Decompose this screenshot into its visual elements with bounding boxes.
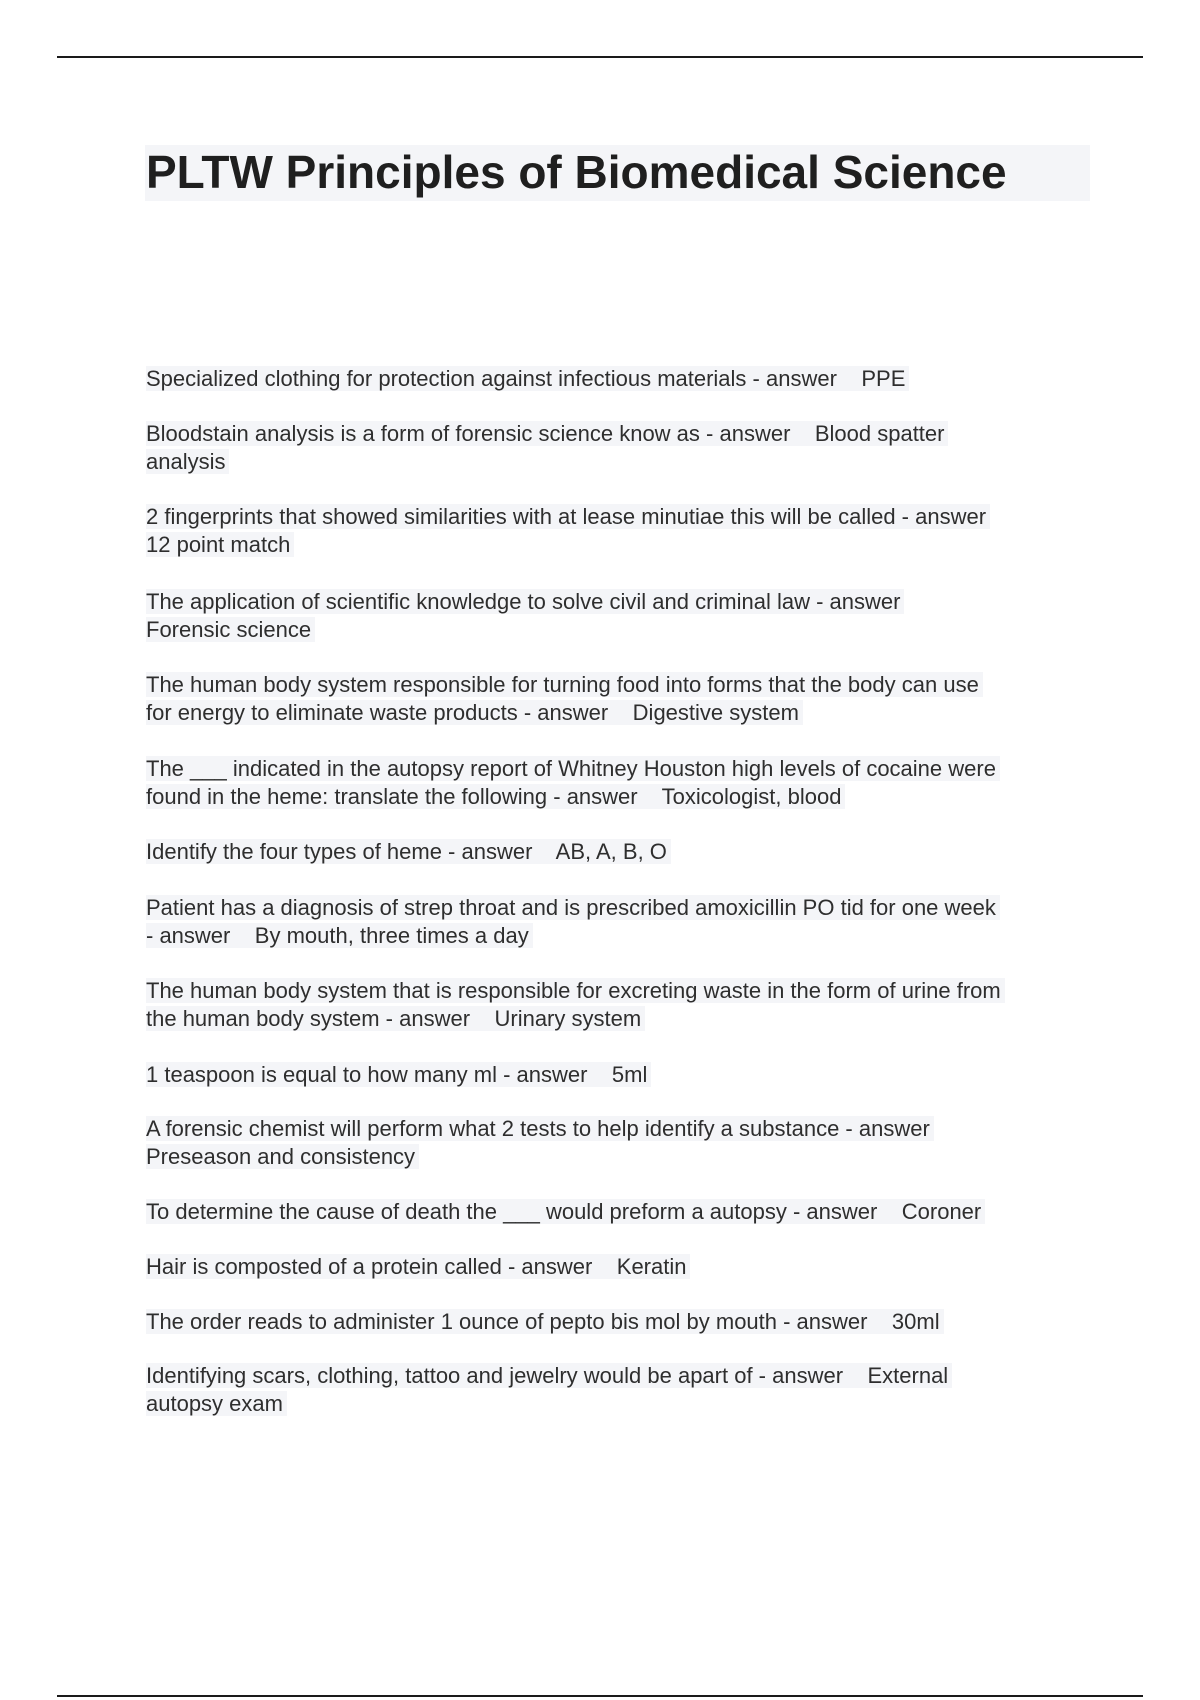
qa-line [146, 894, 1091, 922]
qa-line [146, 1390, 1091, 1418]
qa-line [146, 1198, 1091, 1226]
qa-line [146, 922, 1091, 950]
qa-line [146, 699, 1091, 727]
qa-item [146, 1362, 1091, 1418]
qa-text: The order reads to administer 1 ounce of pepto bis mol by mouth - answer 30ml [146, 1309, 944, 1334]
qa-line [146, 1115, 1091, 1143]
qa-text: for energy to eliminate waste products - answer Digestive system [146, 700, 803, 725]
page-title: PLTW Principles of Biomedical Science [146, 146, 1007, 198]
qa-text: Forensic science [146, 617, 315, 642]
qa-text: - answer By mouth, three times a day [146, 923, 533, 948]
qa-line [146, 420, 1091, 448]
qa-text: The application of scientific knowledge to solve civil and criminal law - answer [146, 589, 904, 614]
qa-item [146, 838, 1091, 866]
qa-item [146, 755, 1091, 811]
qa-line [146, 755, 1091, 783]
qa-line [146, 531, 1091, 559]
qa-text: autopsy exam [146, 1391, 287, 1416]
qa-line [146, 1253, 1091, 1281]
qa-text: Specialized clothing for protection against infectious materials - answer PPE [146, 366, 909, 391]
qa-list [146, 338, 1091, 1418]
qa-text: Bloodstain analysis is a form of forensic science know as - answer Blood spatter [146, 421, 948, 446]
qa-text: Preseason and consistency [146, 1144, 419, 1169]
qa-text: A forensic chemist will perform what 2 tests to help identify a substance - answer [146, 1116, 934, 1141]
qa-line [146, 616, 1091, 644]
qa-item [146, 365, 1091, 393]
qa-text: The human body system that is responsible for excreting waste in the form of urine from [146, 978, 1005, 1003]
qa-text: Identify the four types of heme - answer AB, A, B, O [146, 839, 671, 864]
qa-line [146, 1143, 1091, 1171]
top-rule [57, 56, 1143, 58]
qa-line [146, 1362, 1091, 1390]
qa-item [146, 503, 1091, 559]
qa-text: Hair is composted of a protein called - answer Keratin [146, 1254, 690, 1279]
qa-item [146, 894, 1091, 950]
qa-text: found in the heme: translate the following - answer Toxicologist, blood [146, 784, 845, 809]
qa-text: the human body system - answer Urinary system [146, 1006, 645, 1031]
bottom-rule [57, 1695, 1143, 1697]
qa-line [146, 1308, 1091, 1336]
qa-line [146, 448, 1091, 476]
qa-item [146, 1061, 1091, 1089]
qa-text: The ___ indicated in the autopsy report of Whitney Houston high levels of cocaine were [146, 756, 1000, 781]
qa-item [146, 671, 1091, 727]
qa-line [146, 977, 1091, 1005]
qa-text: 2 fingerprints that showed similarities with at lease minutiae this will be called - answer [146, 504, 990, 529]
qa-line [146, 503, 1091, 531]
qa-item [146, 588, 1091, 644]
qa-text: 12 point match [146, 532, 294, 557]
qa-text: Identifying scars, clothing, tattoo and jewelry would be apart of - answer External [146, 1363, 952, 1388]
qa-line [146, 1061, 1091, 1089]
qa-text: To determine the cause of death the ___ would preform a autopsy - answer Coroner [146, 1199, 985, 1224]
qa-item [146, 1308, 1091, 1336]
qa-text: analysis [146, 449, 229, 474]
qa-line [146, 588, 1091, 616]
qa-item [146, 1115, 1091, 1171]
qa-item [146, 1253, 1091, 1281]
qa-item [146, 977, 1091, 1033]
qa-item [146, 1198, 1091, 1226]
qa-text: 1 teaspoon is equal to how many ml - answer 5ml [146, 1062, 651, 1087]
qa-line [146, 783, 1091, 811]
qa-line [146, 365, 1091, 393]
qa-text: Patient has a diagnosis of strep throat and is prescribed amoxicillin PO tid for one week [146, 895, 1000, 920]
qa-line [146, 671, 1091, 699]
qa-item [146, 420, 1091, 476]
qa-line [146, 838, 1091, 866]
qa-text: The human body system responsible for turning food into forms that the body can use [146, 672, 983, 697]
qa-line [146, 1005, 1091, 1033]
